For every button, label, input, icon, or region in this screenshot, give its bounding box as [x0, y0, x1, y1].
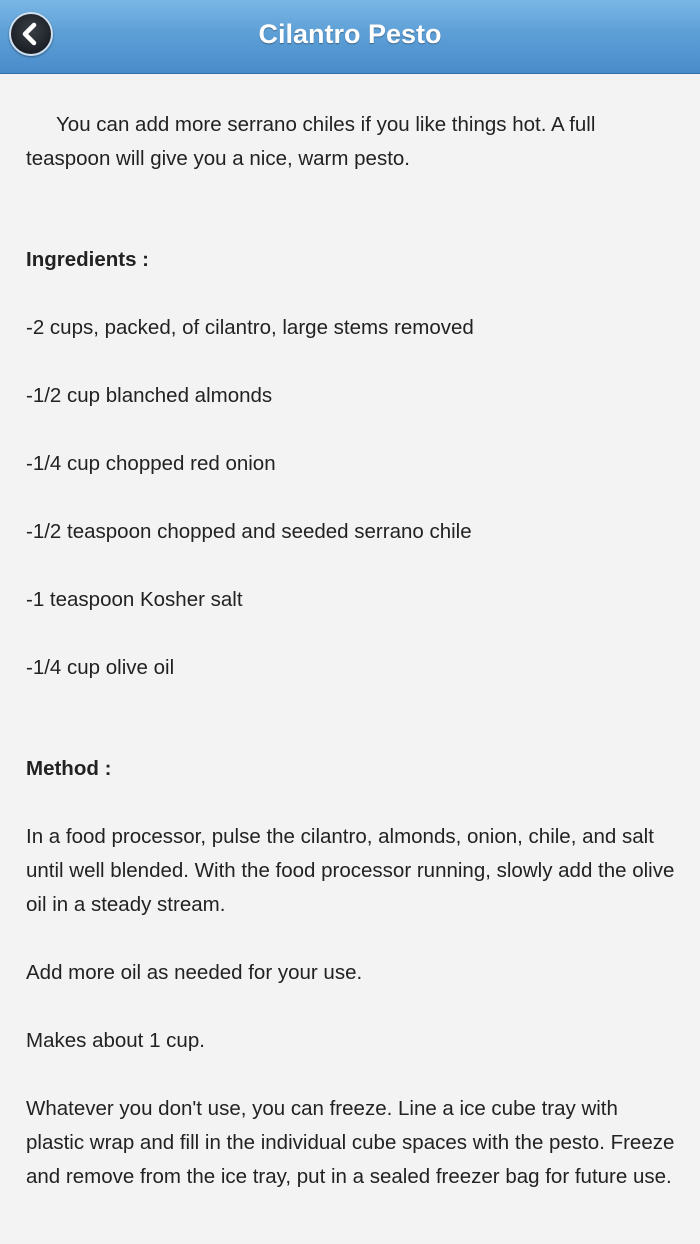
navigation-bar: [0, 0, 700, 74]
ingredient-item: -2 cups, packed, of cilantro, large stems removed: [26, 316, 474, 339]
method-paragraph: In a food processor, pulse the cilantro, almonds, onion, chile, and salt until well blended. With the food processor running, slowly add the olive oil in a steady stream.: [26, 825, 675, 916]
method-paragraph: Makes about 1 cup.: [26, 1029, 205, 1052]
page-title: Cilantro Pesto: [258, 19, 442, 49]
ingredient-item: -1/4 cup chopped red onion: [26, 452, 276, 475]
recipe-intro: You can add more serrano chiles if you like things hot. A full teaspoon will give you a nice, warm pesto.: [26, 113, 596, 170]
recipe-content: [26, 108, 676, 1228]
method-paragraph: Whatever you don't use, you can freeze. Line a ice cube tray with plastic wrap and fill in the individual cube spaces with the pesto. Freeze and remove from the ice tray, put in a sealed freezer bag for future use.: [26, 1097, 675, 1188]
ingredient-item: -1/2 teaspoon chopped and seeded serrano chile: [26, 520, 472, 543]
ingredients-heading: Ingredients :: [26, 248, 150, 271]
ingredient-item: -1/4 cup olive oil: [26, 656, 175, 679]
method-paragraph: Add more oil as needed for your use.: [26, 961, 363, 984]
ingredient-item: -1 teaspoon Kosher salt: [26, 588, 243, 611]
method-heading: Method :: [26, 757, 112, 780]
ingredient-item: -1/2 cup blanched almonds: [26, 384, 273, 407]
